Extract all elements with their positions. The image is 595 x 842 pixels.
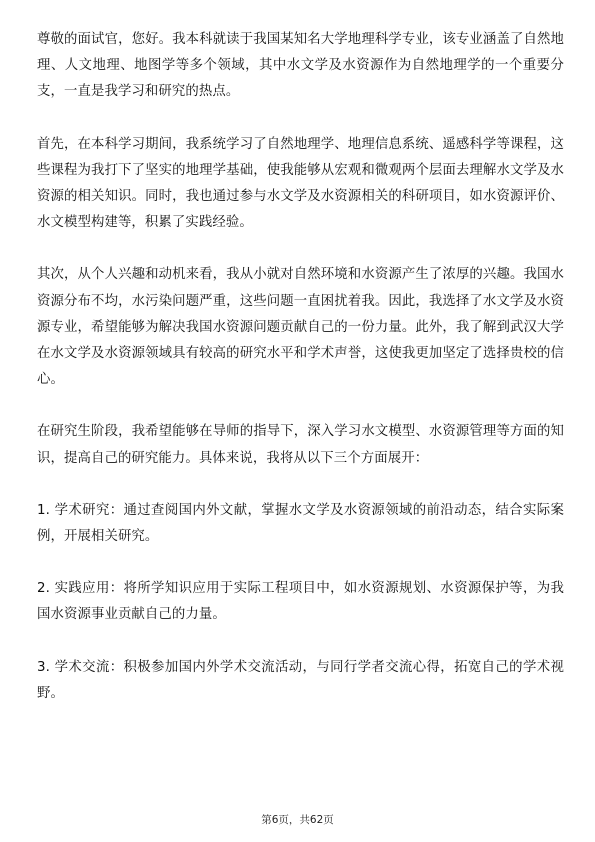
document-body xyxy=(37,27,564,733)
list-item-academic-research: 1. 学术研究：通过查阅国内外文献，掌握水文学及水资源领域的前沿动态，结合实际案例，开展相关研究。 xyxy=(37,502,564,545)
list-item-academic-exchange: 3. 学术交流：积极参加国内外学术交流活动，与同行学者交流心得，拓宽自己的学术视野。 xyxy=(37,659,564,701)
paragraph-motivation: 其次，从个人兴趣和动机来看，我从小就对自然环境和水资源产生了浓厚的兴趣。我国水资源分布不均，水污染问题严重，这些问题一直困扰着我。因此，我选择了水文学及水资源专业，希望能够为解决我国水资源问题贡献自己的一份力量。此外，我了解到武汉大学在水文学及水资源领域具有较高的研究水平和学术声誉，这使我更加坚定了选择贵校的信心。 xyxy=(37,267,564,388)
page-number-footer: 第6页，共62页 xyxy=(261,814,334,826)
paragraph-graduate-plan: 在研究生阶段，我希望能够在导师的指导下，深入学习水文模型、水资源管理等方面的知识，提高自己的研究能力。具体来说，我将从以下三个方面展开： xyxy=(37,424,564,466)
list-item-practical-application: 2. 实践应用：将所学知识应用于实际工程项目中，如水资源规划、水资源保护等，为我国水资源事业贡献自己的力量。 xyxy=(37,581,564,623)
paragraph-greeting: 尊敬的面试官，您好。我本科就读于我国某知名大学地理科学专业，该专业涵盖了自然地理、人文地理、地图学等多个领域，其中水文学及水资源作为自然地理学的一个重要分支，一直是我学习和研究的热点。 xyxy=(37,32,564,100)
paragraph-undergraduate-study: 首先，在本科学习期间，我系统学习了自然地理学、地理信息系统、遥感科学等课程，这些课程为我打下了坚实的地理学基础，使我能够从宏观和微观两个层面去理解水文学及水资源的相关知识。同时，我也通过参与水文学及水资源相关的科研项目，如水资源评价、水文模型构建等，积累了实践经验。 xyxy=(37,136,564,231)
